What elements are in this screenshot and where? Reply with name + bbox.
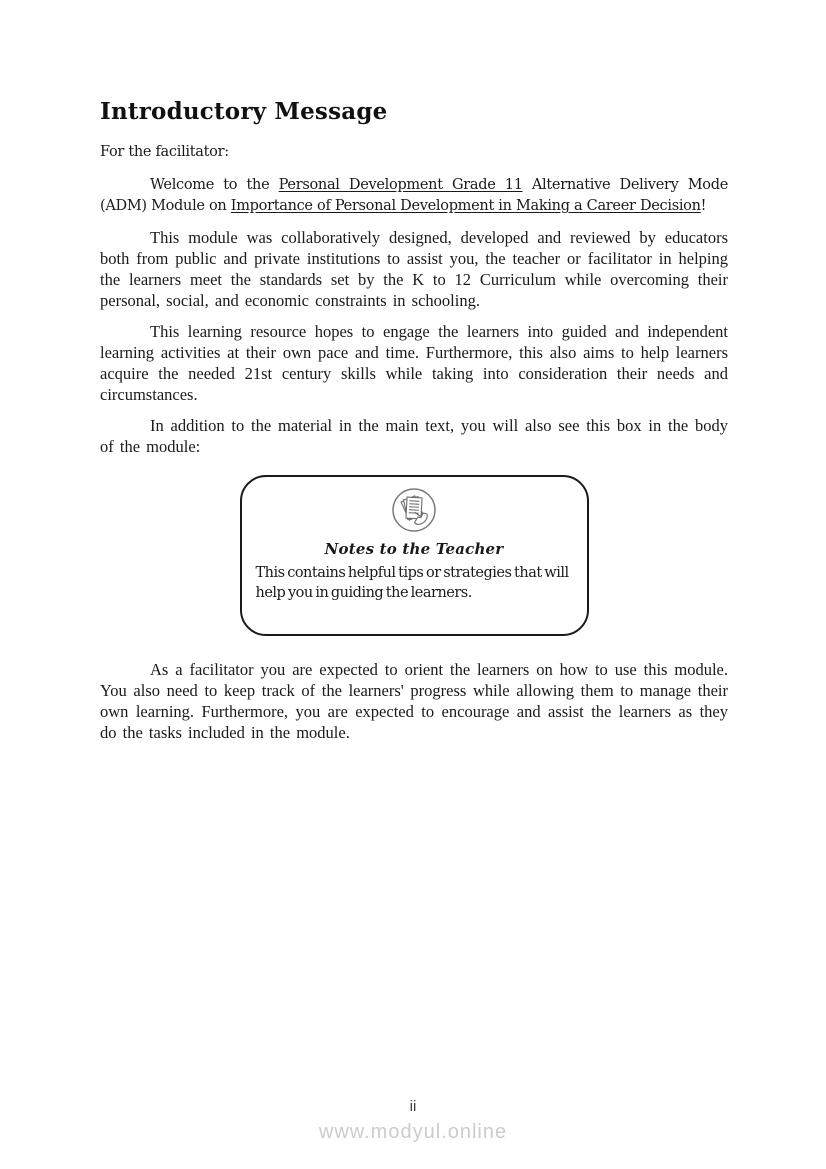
salutation: For the facilitator: [100, 144, 229, 160]
welcome-text-pre: Welcome to the [150, 177, 279, 193]
paragraph-welcome [100, 175, 728, 217]
paragraph-box-intro: In addition to the material in the main text, you will also see this box in the body of the module: [100, 416, 728, 456]
page-content [100, 0, 728, 743]
watermark-text: www.modyul.online [318, 1121, 508, 1143]
notes-box-title: Notes to the Teacher [324, 540, 504, 558]
welcome-text-mid: Alternative Delivery Mode (ADM) Module on [100, 177, 728, 214]
paragraph-facilitator-role: As a facilitator you are expected to orient the learners on how to use this module. You also need to keep track of the learners' progress while allowing them to manage their own learning. Furthermore, you are expected to encourage and assist the learners as they do the tasks included in the module. [100, 660, 728, 742]
welcome-text-post: ! [700, 198, 707, 214]
notes-to-teacher-box [240, 475, 589, 636]
stacked-notes-with-pointing-hand-icon [391, 487, 437, 533]
paragraph-module-design: This module was collaboratively designed, developed and reviewed by educators both from public and private institutions to assist you, the teacher or facilitator in helping the learners meet the standards set by the K to 12 Curriculum while overcoming their personal, social, and economic constraints in schooling. [100, 228, 728, 310]
paragraph-learning-resource: This learning resource hopes to engage the learners into guided and independent learning activities at their own pace and time. Furthermore, this also aims to help learners acquire the needed 21st century skills while taking into consideration their needs and circumstances. [100, 322, 728, 404]
page-title: Introductory Message [100, 98, 388, 125]
notes-icon-container [254, 487, 575, 534]
module-title-underlined: Importance of Personal Development in Making a Career Decision [230, 198, 701, 214]
subject-name-underlined: Personal Development Grade 11 [278, 177, 523, 193]
page-number: ii [409, 1098, 417, 1115]
notes-box-body: This contains helpful tips or strategies that will help you in guiding the learners. [255, 565, 569, 601]
